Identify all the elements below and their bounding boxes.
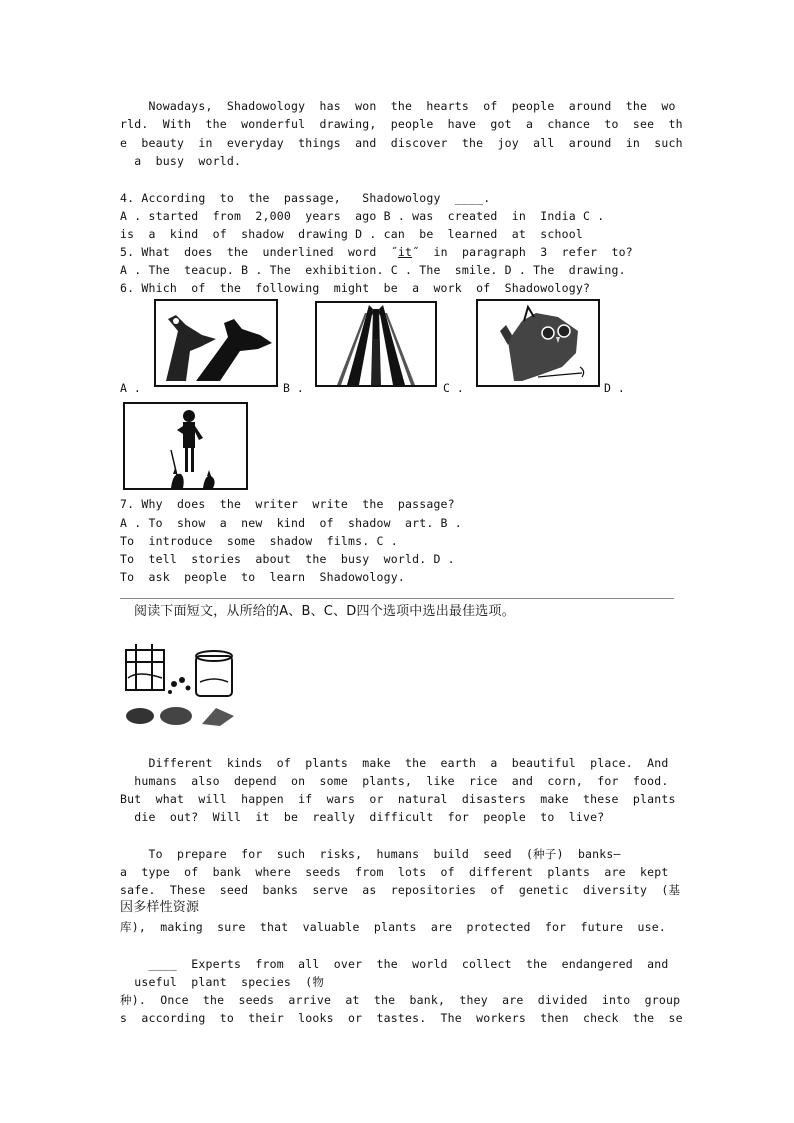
passage2-line: useful plant species (物 bbox=[120, 975, 325, 989]
option-c-label: C . bbox=[443, 381, 464, 395]
section-instruction: 阅读下面短文，从所给的A、B、C、D四个选项中选出最佳选项。 bbox=[134, 604, 515, 619]
passage2-line: s according to their looks or tastes. The workers then check the se bbox=[120, 1011, 683, 1025]
owl-drawing-illustration bbox=[478, 301, 598, 385]
option-c-picture bbox=[476, 299, 600, 387]
seed-bank-illustration bbox=[122, 642, 240, 730]
long-shadow-figure-illustration bbox=[317, 303, 435, 385]
shadow-animals-illustration bbox=[156, 301, 276, 385]
option-b-label: B . bbox=[283, 381, 304, 395]
option-a-picture bbox=[154, 299, 278, 387]
option-d-label: D . bbox=[604, 381, 625, 395]
passage2-line: safe. These seed banks serve as repositories of genetic diversity (基 bbox=[120, 883, 681, 897]
passage2-line: But what will happen if wars or natural disasters make these plants bbox=[120, 792, 676, 806]
passage2-line: a type of bank where seeds from lots of different plants are kept bbox=[120, 865, 669, 879]
question-5-stem: 5. What does the underlined word ˝it˝ in paragraph 3 refer to? bbox=[120, 245, 633, 259]
question-6-stem: 6. Which of the following might be a work of Shadowology? bbox=[120, 281, 591, 295]
passage1-line: e beauty in everyday things and discover the joy all around in such bbox=[120, 136, 683, 150]
passage1-line: Nowadays, Shadowology has won the hearts of people around the wo bbox=[120, 99, 676, 113]
passage2-line: ____ Experts from all over the world collect the endangered and bbox=[120, 957, 669, 971]
seed-jars-icon bbox=[122, 642, 240, 730]
passage1-line: rld. With the wonderful drawing, people have got a chance to see th bbox=[120, 117, 683, 131]
passage2-line: 因多样性资源 bbox=[120, 900, 200, 915]
option-a-label: A . bbox=[120, 381, 141, 395]
underlined-word: it bbox=[397, 245, 413, 259]
question-4-stem: 4. According to the passage, Shadowology ____. bbox=[120, 191, 491, 205]
passage2-line: 库), making sure that valuable plants are protected for future use. bbox=[120, 920, 666, 934]
passage2-line: Different kinds of plants make the earth a beautiful place. And bbox=[120, 756, 669, 770]
question-7-stem: 7. Why does the writer write the passage? bbox=[120, 497, 455, 511]
passage1-line: a busy world. bbox=[120, 154, 242, 168]
option-d-picture bbox=[123, 402, 248, 490]
passage2-line: To prepare for such risks, humans build seed (种子) banks— bbox=[120, 847, 621, 861]
question-4-options: is a kind of shadow drawing D . can be learned at school bbox=[120, 227, 584, 241]
passage2-line: humans also depend on some plants, like rice and corn, for food. bbox=[120, 774, 669, 788]
question-7-options: A . To show a new kind of shadow art. B . bbox=[120, 516, 462, 530]
passage2-line: 种). Once the seeds arrive at the bank, they are divided into group bbox=[120, 993, 681, 1007]
option-b-picture bbox=[315, 301, 437, 387]
passage2-line: die out? Will it be really difficult for people to live? bbox=[120, 810, 605, 824]
question-4-options: A . started from 2,000 years ago B . was created in India C . bbox=[120, 209, 605, 223]
question-7-options: To tell stories about the busy world. D . bbox=[120, 552, 455, 566]
question-5-options: A . The teacup. B . The exhibition. C . The smile. D . The drawing. bbox=[120, 263, 626, 277]
section-divider bbox=[120, 598, 674, 599]
question-7-options: To introduce some shadow films. C . bbox=[120, 534, 398, 548]
question-7-options: To ask people to learn Shadowology. bbox=[120, 570, 405, 584]
figure-with-cats-illustration bbox=[125, 404, 246, 488]
